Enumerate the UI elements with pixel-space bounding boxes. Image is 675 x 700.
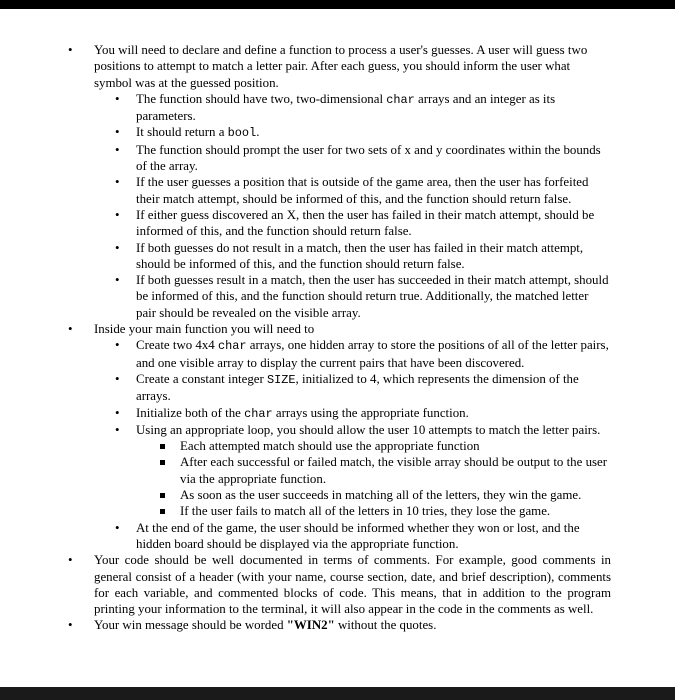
- disc-bullet-icon: •: [115, 422, 120, 437]
- list-item: [66, 617, 611, 633]
- list-item: [66, 487, 611, 503]
- item-text: If the user fails to match all of the letters in 10 tries, they lose the game.: [180, 504, 551, 519]
- disc-bullet-icon: •: [68, 553, 73, 568]
- item-text: Each attempted match should use the appropriate function: [180, 439, 480, 454]
- item-text: If both guesses result in a match, then the user has succeeded in their match attempt, should be informed of this, and the function should return true. Additionally, the matched letter pair should be revealed on the visible array.: [136, 273, 609, 320]
- list-item: [66, 42, 611, 91]
- disc-bullet-icon: •: [115, 371, 120, 386]
- item-text: Your code should be well documented in terms of comments. For example, good comments in general consist of a header (with your name, course section, date, and brief description), comments for each variable, and commented blocks of code. This means, that in addition to the program printing your information to the terminal, it will also appear in the code in the comments as well.: [94, 553, 611, 617]
- list-item: [66, 321, 611, 337]
- disc-bullet-icon: •: [115, 207, 120, 222]
- item-text: It should return a bool.: [136, 125, 260, 141]
- item-text: Inside your main function you will need to: [94, 322, 315, 337]
- list-item: [66, 207, 611, 240]
- disc-bullet-icon: •: [68, 322, 73, 337]
- list-item: [66, 438, 611, 454]
- item-text: The function should prompt the user for two sets of x and y coordinates within the bounds of the array.: [136, 142, 601, 174]
- list-item: [66, 503, 611, 519]
- disc-bullet-icon: •: [115, 520, 120, 535]
- disc-bullet-icon: •: [115, 338, 120, 353]
- list-item: [66, 371, 611, 405]
- document-list: [66, 42, 611, 634]
- item-text: As soon as the user succeeds in matching all of the letters, they win the game.: [180, 488, 582, 503]
- disc-bullet-icon: •: [115, 142, 120, 157]
- list-item: [66, 272, 611, 321]
- list-item: [66, 454, 611, 487]
- item-text: Initialize both of the char arrays using the appropriate function.: [136, 405, 469, 421]
- list-item: [66, 552, 611, 617]
- item-text: If both guesses do not result in a match, then the user has failed in their match attempt, should be informed of this, and the function should return false.: [136, 240, 584, 271]
- list-item: [66, 520, 611, 553]
- item-text: After each successful or failed match, the visible array should be output to the user via the appropriate function.: [180, 455, 608, 486]
- item-text: If the user guesses a position that is outside of the game area, then the user has forfeited their match attempt, should be informed of this, and the function should return false.: [136, 175, 589, 206]
- list-item: [66, 405, 611, 422]
- item-text: You will need to declare and define a function to process a user's guesses. A user will guess two positions to attempt to match a letter pair. After each guess, you should inform the user what symbol was at the guessed position.: [94, 43, 588, 90]
- bottom-window-bar: [0, 687, 675, 700]
- item-text: The function should have two, two-dimensional char arrays and an integer as its parameters.: [136, 91, 556, 124]
- list-item: [66, 337, 611, 371]
- disc-bullet-icon: •: [115, 91, 120, 106]
- item-text: Create two 4x4 char arrays, one hidden array to store the positions of all of the letter pairs, and one visible array to display the current pairs that have been discovered.: [136, 338, 609, 370]
- square-bullet-icon: [160, 460, 165, 465]
- list-item: [66, 142, 611, 175]
- disc-bullet-icon: •: [115, 125, 120, 140]
- disc-bullet-icon: •: [68, 43, 73, 57]
- disc-bullet-icon: •: [115, 273, 120, 288]
- item-text: Create a constant integer SIZE, initialized to 4, which represents the dimension of the arrays.: [136, 371, 579, 404]
- square-bullet-icon: [160, 444, 165, 449]
- square-bullet-icon: [160, 493, 165, 498]
- list-item: [66, 174, 611, 207]
- item-text: If either guess discovered an X, then the user has failed in their match attempt, should be informed of this, and the function should return false.: [136, 207, 595, 239]
- list-item: [66, 124, 611, 141]
- item-text: Your win message should be worded "WIN2" without the quotes.: [94, 618, 437, 633]
- disc-bullet-icon: •: [115, 405, 120, 420]
- list-item: [66, 422, 611, 438]
- disc-bullet-icon: •: [115, 175, 120, 190]
- square-bullet-icon: [160, 509, 165, 514]
- top-window-bar: [0, 0, 675, 9]
- list-item: [66, 91, 611, 125]
- disc-bullet-icon: •: [115, 240, 120, 255]
- list-item: [66, 240, 611, 273]
- disc-bullet-icon: •: [68, 618, 73, 633]
- item-text: Using an appropriate loop, you should allow the user 10 attempts to match the letter pairs.: [136, 422, 601, 437]
- document-page: [66, 9, 611, 634]
- item-text: At the end of the game, the user should be informed whether they won or lost, and the hidden board should be displayed via the appropriate function.: [136, 520, 580, 551]
